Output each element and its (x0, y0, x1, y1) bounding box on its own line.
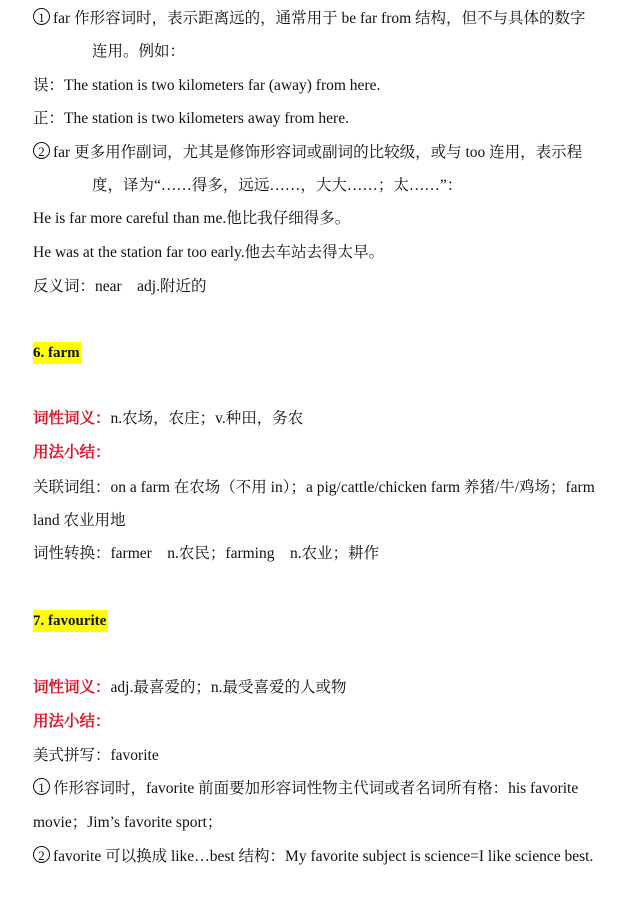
circled-number: 2 (33, 846, 50, 863)
farm-meaning: 词性词义：n.农场，农庄；v.种田，务农 (33, 410, 304, 427)
meaning-label: 词性词义： (33, 410, 111, 427)
wrong-example: 误：The station is two kilometers far (away) from here. (33, 77, 381, 94)
circled-number: 1 (33, 778, 50, 795)
far-adverb-usage: 2 far 更多用作副词，尤其是修饰形容词或副词的比较级，或与 too 连用，表示程 (33, 142, 626, 164)
section-heading-farm: 6. farm (33, 342, 82, 364)
far-adverb-usage-cont: 度，译为“……得多，远远……，大大……；太……”： (92, 177, 463, 194)
antonym-line: 反义词：near adj.附近的 (33, 278, 207, 295)
farm-phrases: 关联词组：on a farm 在农场（不用 in）；a pig/cattle/chicken farm 养猪/牛/鸡场；farm (33, 479, 595, 496)
far-adjective-usage-cont: 连用。例如： (92, 43, 186, 60)
circled-number: 2 (33, 142, 50, 159)
far-adjective-usage: 1 far 作形容词时，表示距离远的，通常用于 be far from 结构，但不与具体的数字 (33, 8, 626, 30)
example-sentence: He is far more careful than me.他比我仔细得多。 (33, 210, 351, 227)
farm-phrases-cont: land 农业用地 (33, 512, 126, 529)
example-sentence: He was at the station far too early.他去车站去得太早。 (33, 244, 385, 261)
favourite-usage-1-cont: movie；Jim’s favorite sport； (33, 814, 223, 831)
favourite-usage-1: 1 作形容词时，favorite 前面要加形容词性物主代词或者名词所有格：his favorite (33, 778, 626, 800)
favourite-spelling: 美式拼写：favorite (33, 747, 159, 764)
favourite-meaning: 词性词义：adj.最喜爱的；n.最受喜爱的人或物 (33, 679, 347, 696)
farm-conversion: 词性转换：farmer n.农民；farming n.农业；耕作 (33, 545, 380, 562)
usage-label: 用法小结： (33, 713, 111, 730)
usage-label: 用法小结： (33, 444, 111, 461)
circled-number: 1 (33, 8, 50, 25)
favourite-usage-2: 2 favorite 可以换成 like…best 结构：My favorite subject is science=I like science best. (33, 846, 626, 868)
correct-example: 正：The station is two kilometers away from here. (33, 110, 349, 127)
section-heading-favourite: 7. favourite (33, 610, 108, 632)
meaning-label: 词性词义： (33, 679, 111, 696)
